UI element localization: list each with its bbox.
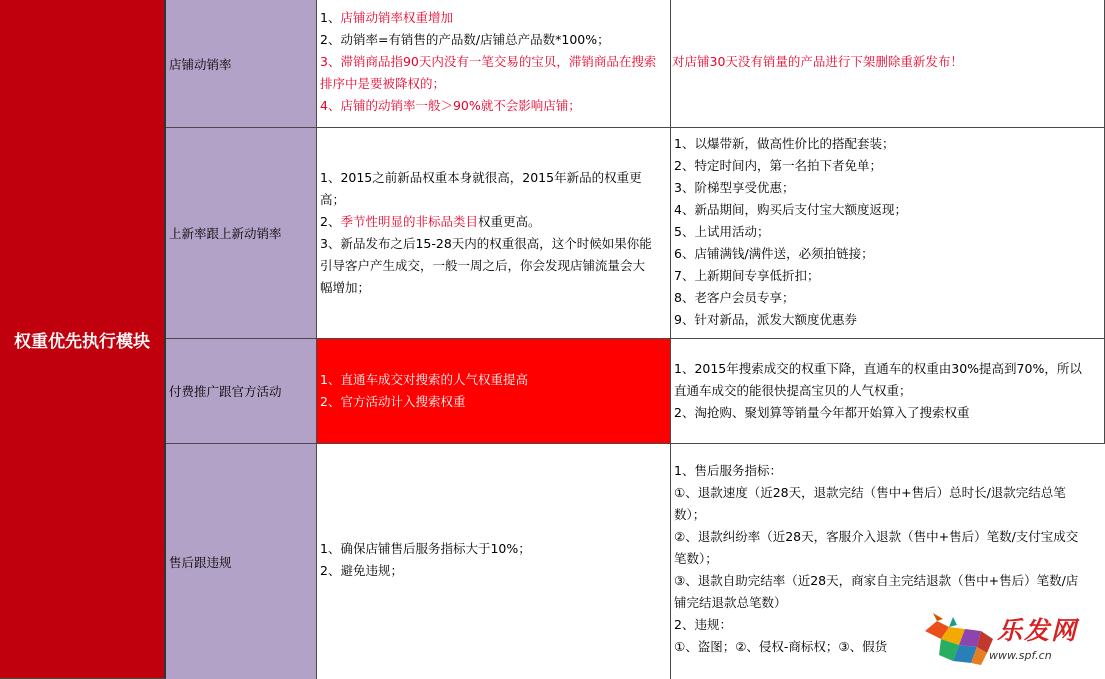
middle-cell-row-4	[317, 444, 671, 679]
row1-mid-line-2: 2、动销率=有销售的产品数/店铺总产品数*100%；	[320, 32, 610, 47]
row1-mid-line-5: 4、店铺的动销率一般＞90%就不会影响店铺；	[320, 98, 581, 113]
middle-cell-row-3-highlighted	[317, 339, 671, 444]
row3-mid-line-1: 1、直通车成交对搜索的人气权重提高	[320, 372, 528, 387]
module-title: 权重优先执行模块	[14, 331, 150, 352]
category-label: 售后跟违规	[169, 554, 232, 570]
category-cell-after-sales	[166, 444, 317, 679]
row1-mid-line-1: 店铺动销率权重增加	[340, 10, 453, 25]
row2-mid-line-5: 引导客户产生成交，一般一周之后，你会发现店铺流量会大	[320, 258, 646, 273]
row3-right-line-3: 2、淘抢购、聚划算等销量今年都开始算入了搜索权重	[674, 405, 970, 420]
row4-mid-line-1: 1、确保店铺售后服务指标大于10%；	[320, 541, 531, 556]
row3-mid-line-2: 2、官方活动计入搜索权重	[320, 394, 466, 409]
category-label: 付费推广跟官方活动	[169, 384, 282, 399]
row2-right-line-9: 9、针对新品，派发大额度优惠券	[674, 312, 857, 327]
row4-right-line-9: ①、盗图；②、侵权-商标权；③、假货	[674, 639, 888, 654]
category-cell-new-listing-rate	[166, 128, 317, 339]
category-label: 上新率跟上新动销率	[169, 226, 282, 241]
row1-mid-line-1-prefix: 1、	[320, 10, 341, 25]
row2-right-line-4: 4、新品期间，购买后支付宝大额度返现；	[674, 202, 907, 217]
row2-right-line-3: 3、阶梯型享受优惠；	[674, 180, 795, 195]
watermark-brand: 乐发网	[997, 616, 1079, 645]
row4-right-line-1: 1、售后服务指标：	[674, 463, 782, 478]
row2-mid-line-4: 3、新品发布之后15-28天内的权重很高，这个时候如果你能	[320, 236, 652, 251]
row1-right-line-1: 对店铺30天没有销量的产品进行下架删除重新发布！	[672, 54, 963, 69]
row2-mid-line-2: 高；	[320, 192, 346, 207]
row4-right-line-6: ③、退款自助完结率（近28天，商家自主完结退款（售中+售后）笔数/店	[674, 573, 1079, 588]
row4-right-line-2: ①、退款速度（近28天，退款完结（售中+售后）总时长/退款完结总笔	[674, 485, 1066, 500]
row2-right-line-1: 1、以爆带新，做高性价比的搭配套装；	[674, 136, 895, 151]
category-label: 店铺动销率	[169, 56, 232, 72]
row2-right-line-5: 5、上试用活动；	[674, 224, 770, 239]
module-title-cell	[0, 0, 166, 679]
watermark-url: www.spf.cn	[989, 649, 1052, 662]
row4-right-line-5: 笔数）；	[674, 551, 718, 566]
bull-logo-icon	[919, 611, 999, 671]
row2-mid-line-3-red: 2、季节性明显的非标品类目	[320, 214, 478, 229]
category-cell-store-sell-through	[166, 0, 317, 128]
right-cell-row-1	[671, 0, 1105, 128]
row2-mid-line-6: 幅增加；	[320, 280, 371, 295]
row1-mid-line-4: 排序中是要被降权的；	[320, 76, 446, 91]
row1-mid-line-3: 3、滞销商品指90天内没有一笔交易的宝贝，滞销商品在搜索	[320, 54, 657, 69]
middle-cell-row-2	[317, 128, 671, 339]
row2-mid-line-1: 1、2015之前新品权重本身就很高，2015年新品的权重更	[320, 170, 642, 185]
row4-right-line-4: ②、退款纠纷率（近28天，客服介入退款（售中+售后）笔数/支付宝成交	[674, 529, 1079, 544]
row3-right-line-1: 1、2015年搜索成交的权重下降，直通车的权重由30%提高到70%，所以	[674, 361, 1082, 376]
right-cell-row-2	[671, 128, 1105, 339]
row2-right-line-7: 7、上新期间专享低折扣；	[674, 268, 820, 283]
row4-right-line-7: 铺完结退款总笔数）	[674, 595, 787, 610]
row4-right-line-3: 数）；	[674, 507, 706, 522]
row2-mid-line-3-rest: 权重更高。	[477, 214, 541, 229]
row2-right-line-6: 6、店铺满钱/满件送，必须拍链接；	[674, 246, 874, 261]
row2-right-line-8: 8、老客户会员专享；	[674, 290, 795, 305]
row2-mid-line-3-prefix: 2、	[320, 214, 341, 229]
middle-cell-row-1	[317, 0, 671, 128]
row4-right-line-8: 2、违规：	[674, 617, 732, 632]
category-cell-paid-promotion	[166, 339, 317, 444]
right-cell-row-3	[671, 339, 1105, 444]
row2-right-line-2: 2、特定时间内，第一名拍下者免单；	[674, 158, 882, 173]
row3-right-line-2: 直通车成交的能很快提高宝贝的人气权重；	[674, 383, 912, 398]
watermark-logo	[919, 611, 1099, 671]
row4-mid-line-2: 2、避免违规；	[320, 563, 403, 578]
